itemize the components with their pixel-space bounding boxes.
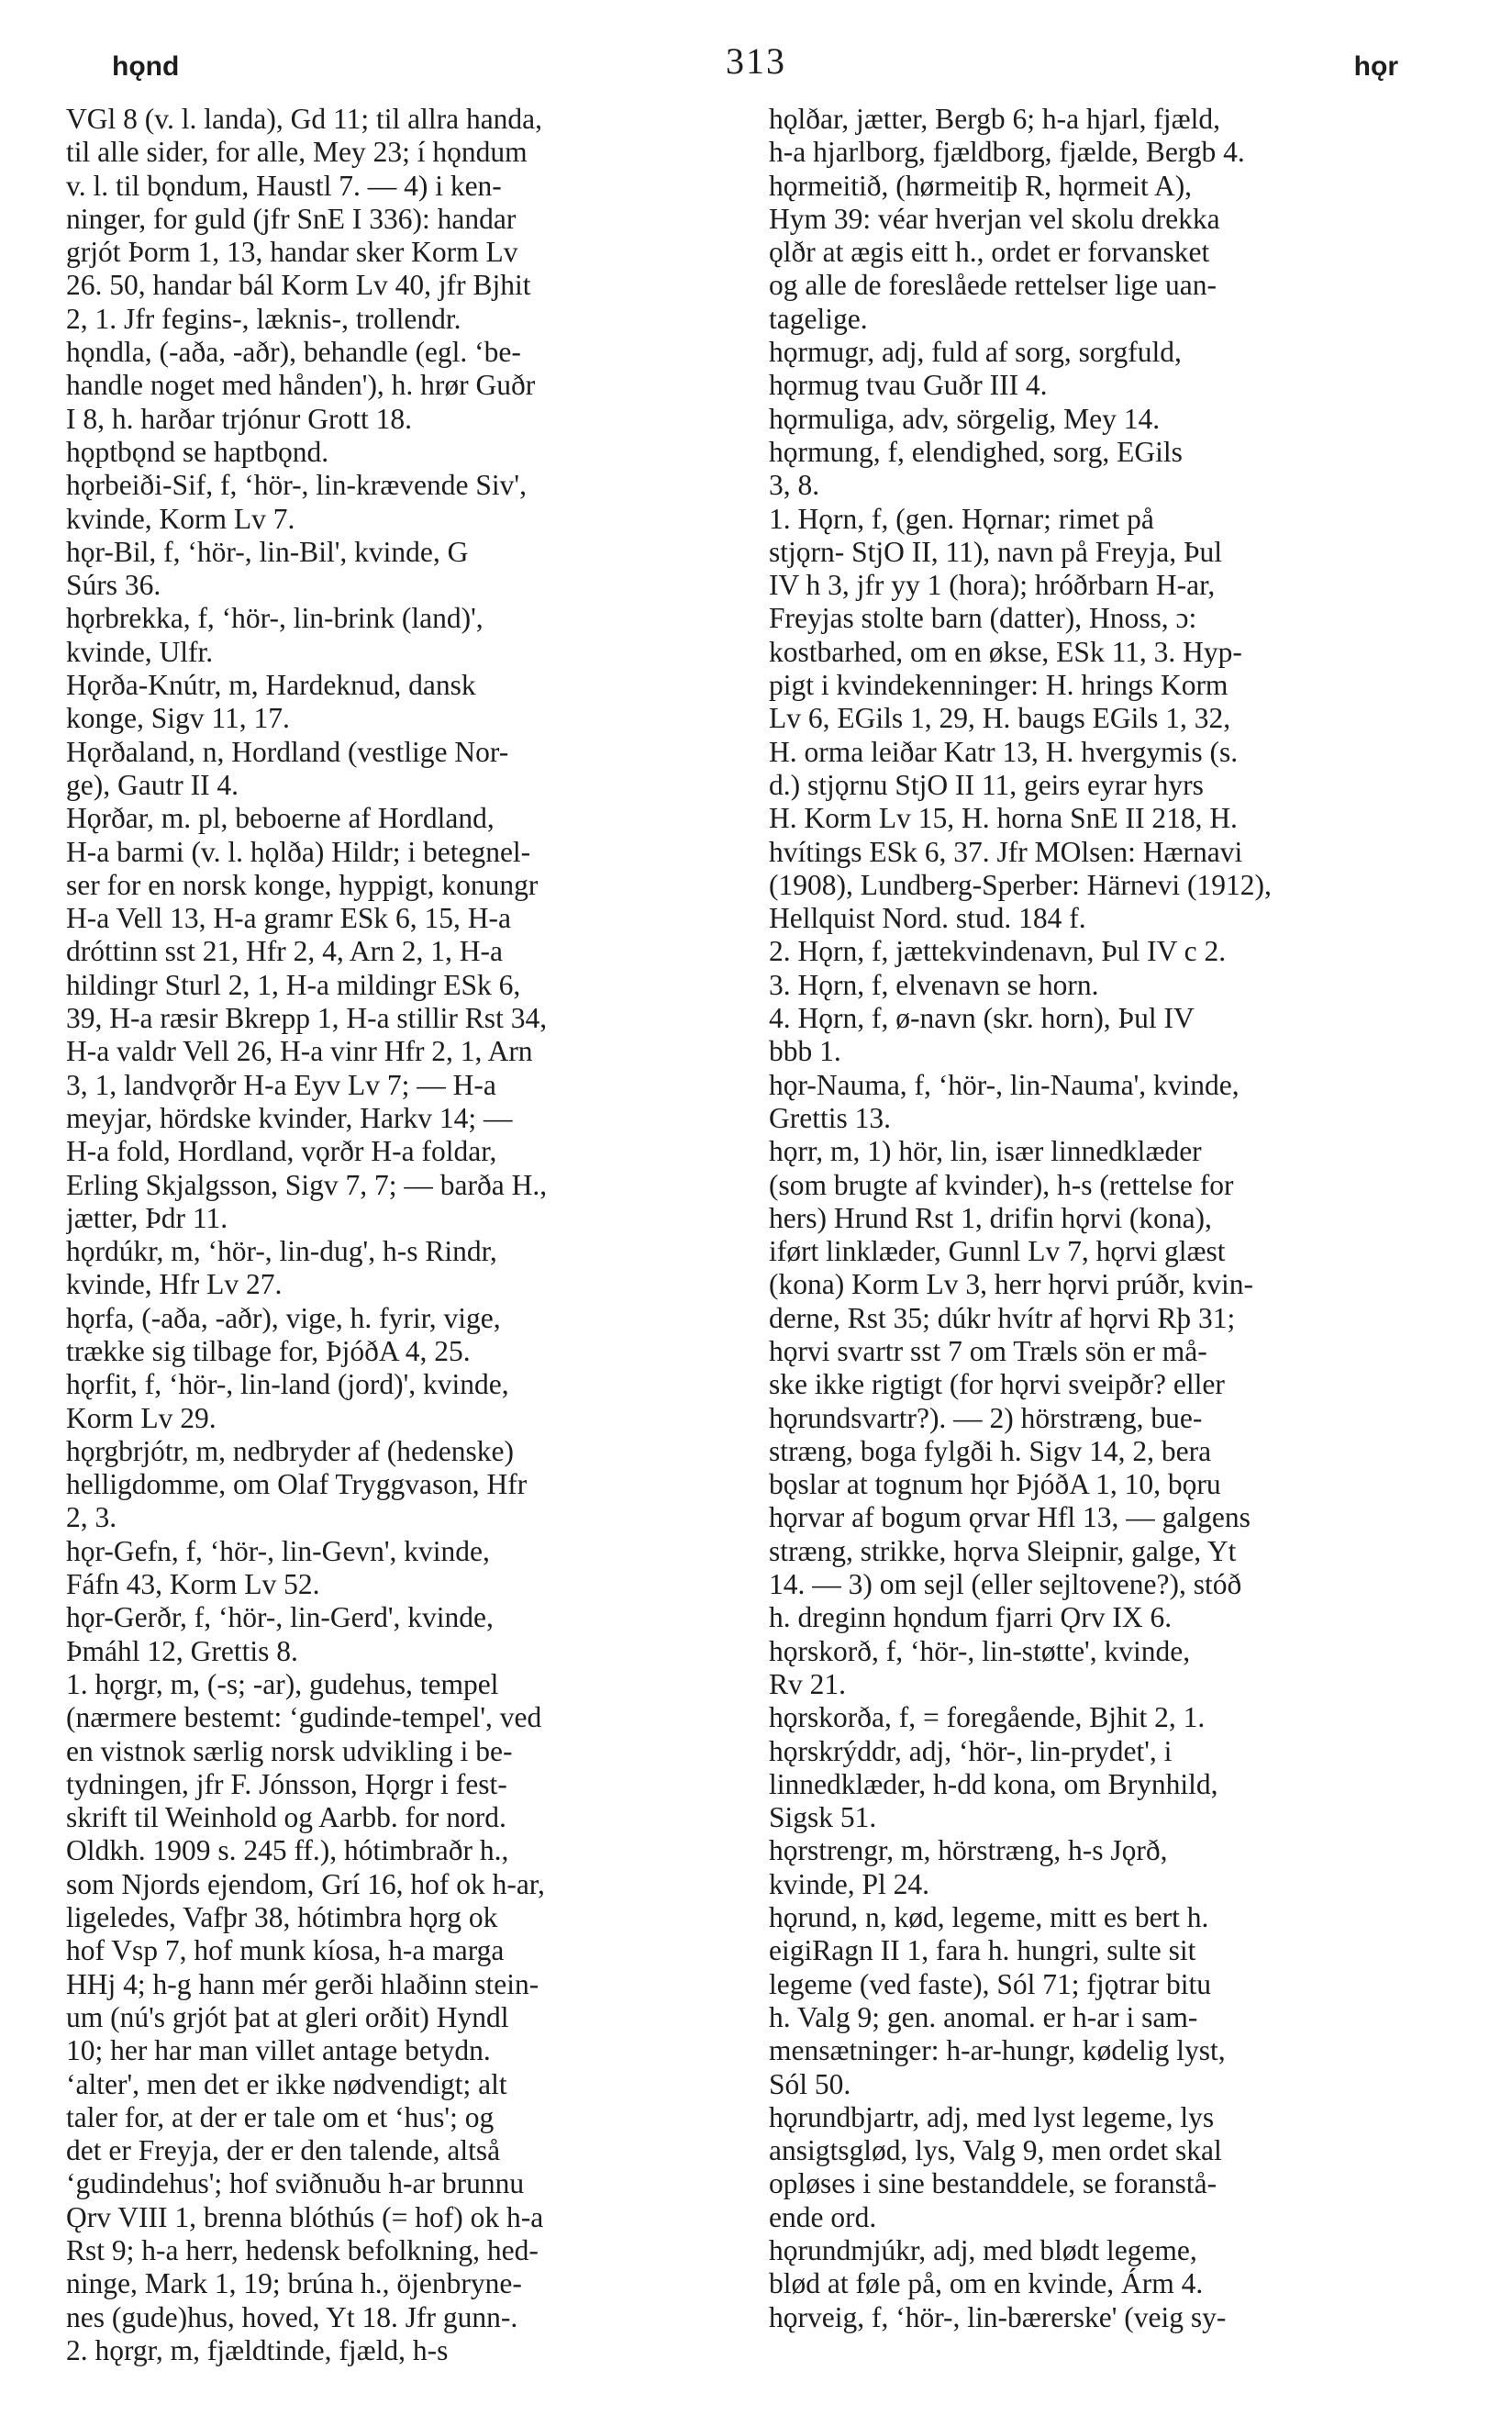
text-line: hǫrmugr, adj, fuld af sorg, sorgfuld, [769,336,1182,369]
text-line: kvinde, Korm Lv 7. [66,502,295,535]
text-line: hof Vsp 7, hof munk kíosa, h-a marga [66,1934,505,1967]
text-line: hǫrstrengr, m, hörstræng, h-s Jǫrð, [769,1834,1168,1867]
text-line: H-a valdr Vell 26, H-a vinr Hfr 2, 1, Arn [66,1035,533,1068]
text-line: 26. 50, handar bál Korm Lv 40, jfr Bjhit [66,269,531,302]
text-line: 3, 8. [769,469,820,502]
text-line: d.) stjǫrnu StjO II 11, geirs eyrar hyrs [769,768,1204,801]
text-line: Hym 39: véar hverjan vel skolu drekka [769,202,1220,235]
text-line: stræng, boga fylgði h. Sigv 14, 2, bera [769,1434,1212,1467]
text-line: hǫndla, (-aða, -aðr), behandle (egl. ʻbe- [66,336,521,369]
text-line: bǫslar at tognum hǫr ÞjóðA 1, 10, bǫru [769,1468,1221,1501]
text-line: linnedklæder, h-dd kona, om Brynhild, [769,1767,1218,1800]
text-line: hǫrmuliga, adv, sörgelig, Mey 14. [769,402,1161,435]
text-line: VGl 8 (v. l. landa), Gd 11; til allra handa, [66,103,543,135]
text-line: hǫrmug tvau Guðr III 4. [769,369,1048,402]
text-line: nes (gude)hus, hoved, Yt 18. Jfr gunn-. [66,2300,518,2333]
text-line: helligdomme, om Olaf Tryggvason, Hfr [66,1468,528,1501]
text-line: I 8, h. harðar trjónur Grott 18. [66,402,413,435]
text-line: taler for, at der er tale om et ʻhus'; og [66,2100,495,2133]
text-line: v. l. til bǫndum, Haustl 7. — 4) i ken- [66,169,502,202]
text-line: hǫr-Bil, f, ʻhör-, lin-Bil', kvinde, G [66,535,469,568]
text-line: iført linklæder, Gunnl Lv 7, hǫrvi glæst [769,1235,1226,1268]
text-line: H. orma leiðar Katr 13, H. hvergymis (s. [769,735,1239,768]
text-line: Korm Lv 29. [66,1401,217,1434]
text-line: Hellquist Nord. stud. 184 f. [769,902,1086,935]
text-line: h. dreginn hǫndum fjarri Ǫrv IX 6. [769,1601,1173,1634]
text-line: Hǫrða-Knútr, m, Hardeknud, dansk [66,669,476,702]
text-line: derne, Rst 35; dúkr hvítr af hǫrvi Rþ 31; [769,1301,1236,1334]
text-line: kvinde, Ulfr. [66,635,214,668]
text-line: dróttinn sst 21, Hfr 2, 4, Arn 2, 1, H-a [66,935,503,968]
text-line: ninge, Mark 1, 19; brúna h., öjenbryne- [66,2267,522,2300]
text-line: Hǫrðar, m. pl, beboerne af Hordland, [66,802,495,835]
text-line: ser for en norsk konge, hyppigt, konungr [66,868,539,901]
text-line: 2, 3. [66,1501,117,1534]
text-line: 1. hǫrgr, m, (-s; -ar), gudehus, tempel [66,1667,499,1700]
text-line: stjǫrn- StjO II, 11), navn på Freyja, Þul [769,535,1223,568]
text-line: hǫptbǫnd se haptbǫnd. [66,435,329,468]
text-line: hǫr-Gerðr, f, ʻhör-, lin-Gerd', kvinde, [66,1601,494,1634]
text-line: ǫlðr at ægis eitt h., ordet er forvansket [769,236,1210,269]
text-line: h-a hjarlborg, fjældborg, fjælde, Bergb 4. [769,136,1245,169]
text-line: kostbarhed, om en økse, ESk 11, 3. Hyp- [769,635,1242,668]
text-line: jætter, Þdr 11. [66,1201,228,1234]
text-line: 2. hǫrgr, m, fjældtinde, fjæld, h-s [66,2333,449,2366]
text-line: og alle de foreslåede rettelser lige uan- [769,269,1217,302]
text-line: legeme (ved faste), Sól 71; fjǫtrar bitu [769,1967,1211,2000]
text-line: det er Freyja, der er den talende, altså [66,2134,501,2167]
text-line: hǫrbeiði-Sif, f, ʻhör-, lin-krævende Siv', [66,469,527,502]
text-line: Fáfn 43, Korm Lv 52. [66,1568,320,1601]
text-line: 10; her har man villet antage betydn. [66,2034,491,2067]
text-line: Erling Skjalgsson, Sigv 7, 7; — barða H., [66,1168,548,1201]
text-line: hǫrdúkr, m, ʻhör-, lin-dug', h-s Rindr, [66,1235,497,1268]
text-line: hǫr-Nauma, f, ʻhör-, lin-Nauma', kvinde, [769,1068,1240,1101]
text-line: til alle sider, for alle, Mey 23; í hǫndum [66,136,528,169]
text-line: um (nú's grjót þat at gleri orðit) Hyndl [66,2000,509,2033]
right-column [769,103,1440,2334]
text-line: mensætninger: h-ar-hungr, kødelig lyst, [769,2034,1226,2067]
text-line: HHj 4; h-g hann mér gerði hlaðinn stein- [66,1967,539,2000]
text-line: handle noget med hånden'), h. hrør Guðr [66,369,536,402]
text-line: hǫrundsvartr?). — 2) hörstræng, bue- [769,1401,1203,1434]
text-line: meyjar, hördske kvinder, Harkv 14; — [66,1101,513,1134]
text-line: (som brugte af kvinder), h-s (rettelse for [769,1168,1234,1201]
text-line: Súrs 36. [66,569,161,602]
text-line: (nærmere bestemt: ʻgudinde-tempel', ved [66,1701,542,1734]
text-line: blød at føle på, om en kvinde, Árm 4. [769,2267,1204,2300]
text-line: Rst 9; h-a herr, hedensk befolkning, hed- [66,2234,539,2266]
text-line: hǫlðar, jætter, Bergb 6; h-a hjarl, fjæld, [769,103,1221,135]
text-line: hǫrundmjúkr, adj, med blødt legeme, [769,2234,1197,2266]
text-line: h. Valg 9; gen. anomal. er h-ar i sam- [769,2000,1198,2033]
text-line: ʻalter', men det er ikke nødvendigt; alt [66,2067,507,2100]
text-line: Oldkh. 1909 s. 245 ff.), hótimbraðr h., [66,1834,509,1867]
text-line: Ǫrv VIII 1, brenna blóthús (= hof) ok h-a [66,2200,544,2233]
text-line: ske ikke rigtigt (for hǫrvi sveipðr? eller [769,1368,1225,1401]
text-line: Þmáhl 12, Grettis 8. [66,1634,298,1667]
text-line: (kona) Korm Lv 3, herr hǫrvi prúðr, kvin- [769,1268,1253,1301]
text-line: ninger, for guld (jfr SnE I 336): handar [66,202,517,235]
text-line: hǫrvar af bogum ǫrvar Hfl 13, — galgens [769,1501,1251,1534]
text-line: hǫrskorða, f, = foregående, Bjhit 2, 1. [769,1701,1206,1734]
left-column [66,103,727,2367]
text-line: tydningen, jfr F. Jónsson, Hǫrgr i fest- [66,1767,507,1800]
text-line: skrift til Weinhold og Aarbb. for nord. [66,1801,506,1834]
text-line: 4. Hǫrn, f, ø-navn (skr. horn), Þul IV [769,1002,1195,1035]
text-line: 39, H-a ræsir Bkrepp 1, H-a stillir Rst 34, [66,1002,548,1035]
text-line: hǫrfit, f, ʻhör-, lin-land (jord)', kvinde, [66,1368,509,1401]
text-line: ende ord. [769,2200,877,2233]
text-line: eigiRagn II 1, fara h. hungri, sulte sit [769,1934,1196,1967]
text-line: hǫrfa, (-aða, -aðr), vige, h. fyrir, vige, [66,1301,501,1334]
text-line: Sigsk 51. [769,1801,877,1834]
text-line: kvinde, Pl 24. [769,1867,930,1900]
text-line: hǫr-Gefn, f, ʻhör-, lin-Gevn', kvinde, [66,1534,490,1567]
text-line: ʻgudindehus'; hof sviðnuðu h-ar brunnu [66,2167,525,2200]
text-line: H. Korm Lv 15, H. horna SnE II 218, H. [769,802,1238,835]
text-line: Rv 21. [769,1667,847,1700]
text-line: ge), Gautr II 4. [66,768,239,801]
text-line: hǫrskrýddr, adj, ʻhör-, lin-prydet', i [769,1734,1173,1767]
page-number: 313 [726,40,786,82]
text-line: tagelige. [769,302,868,335]
text-line: hǫrbrekka, f, ʻhör-, lin-brink (land)', [66,602,484,635]
text-line: hǫrvi svartr sst 7 om Træls sön er må- [769,1334,1207,1367]
text-line: pigt i kvindekenninger: H. hrings Korm [769,669,1228,702]
text-line: hvítings ESk 6, 37. Jfr MOlsen: Hærnavi [769,835,1243,868]
text-line: som Njords ejendom, Grí 16, hof ok h-ar, [66,1867,545,1900]
text-line: (1908), Lundberg-Sperber: Härnevi (1912), [769,868,1272,901]
text-line: ligeledes, Vafþr 38, hótimbra hǫrg ok [66,1901,498,1934]
text-line: hǫrgbrjótr, m, nedbryder af (hedenske) [66,1434,514,1467]
text-line: en vistnok særlig norsk udvikling i be- [66,1734,513,1767]
text-line: kvinde, Hfr Lv 27. [66,1268,283,1301]
text-line: grjót Þorm 1, 13, handar sker Korm Lv [66,236,518,269]
text-line: Sól 50. [769,2067,851,2100]
text-line: H-a fold, Hordland, vǫrðr H-a foldar, [66,1135,497,1168]
text-line: 2, 1. Jfr fegins-, læknis-, trollendr. [66,302,461,335]
text-line: hers) Hrund Rst 1, drifin hǫrvi (kona), [769,1201,1212,1234]
text-line: hǫrr, m, 1) hör, lin, især linnedklæder [769,1135,1202,1168]
running-head-left: hǫnd [112,51,180,82]
text-line: Hǫrðaland, n, Hordland (vestlige Nor- [66,735,509,768]
text-line: konge, Sigv 11, 17. [66,702,290,735]
text-line: Lv 6, EGils 1, 29, H. baugs EGils 1, 32, [769,702,1231,735]
text-line: bbb 1. [769,1035,841,1068]
text-line: 14. — 3) om sejl (eller sejltovene?), stóð [769,1568,1242,1601]
text-line: Freyjas stolte barn (datter), Hnoss, ɔ: [769,602,1197,635]
text-line: hǫrund, n, kød, legeme, mitt es bert h. [769,1901,1209,1934]
text-line: hǫrundbjartr, adj, med lyst legeme, lys [769,2100,1215,2133]
text-line: opløses i sine bestanddele, se foranstå- [769,2167,1217,2200]
text-line: 1. Hǫrn, f, (gen. Hǫrnar; rimet på [769,502,1154,535]
text-line: trække sig tilbage for, ÞjóðA 4, 25. [66,1334,471,1367]
text-line: hildingr Sturl 2, 1, H-a mildingr ESk 6, [66,968,521,1001]
running-head-right: hǫr [1353,51,1398,82]
text-line: H-a Vell 13, H-a gramr ESk 6, 15, H-a [66,902,511,935]
text-line: 3, 1, landvǫrðr H-a Eyv Lv 7; — H-a [66,1068,496,1101]
text-line: 2. Hǫrn, f, jættekvindenavn, Þul IV c 2. [769,935,1227,968]
text-line: hǫrveig, f, ʻhör-, lin-bærerske' (veig sy- [769,2300,1227,2333]
text-line: hǫrmung, f, elendighed, sorg, EGils [769,435,1183,468]
text-line: ansigtsglød, lys, Valg 9, men ordet skal [769,2134,1222,2167]
text-line: IV h 3, jfr yy 1 (hora); hróðrbarn H-ar, [769,569,1216,602]
text-line: hǫrmeitið, (hørmeitiþ R, hǫrmeit A), [769,169,1193,202]
text-line: H-a barmi (v. l. hǫlða) Hildr; i betegnel- [66,835,531,868]
text-line: 3. Hǫrn, f, elvenavn se horn. [769,968,1099,1001]
text-line: Grettis 13. [769,1101,891,1134]
text-line: stræng, strikke, hǫrva Sleipnir, galge, Yt [769,1534,1237,1567]
text-line: hǫrskorð, f, ʻhör-, lin-støtte', kvinde, [769,1634,1191,1667]
